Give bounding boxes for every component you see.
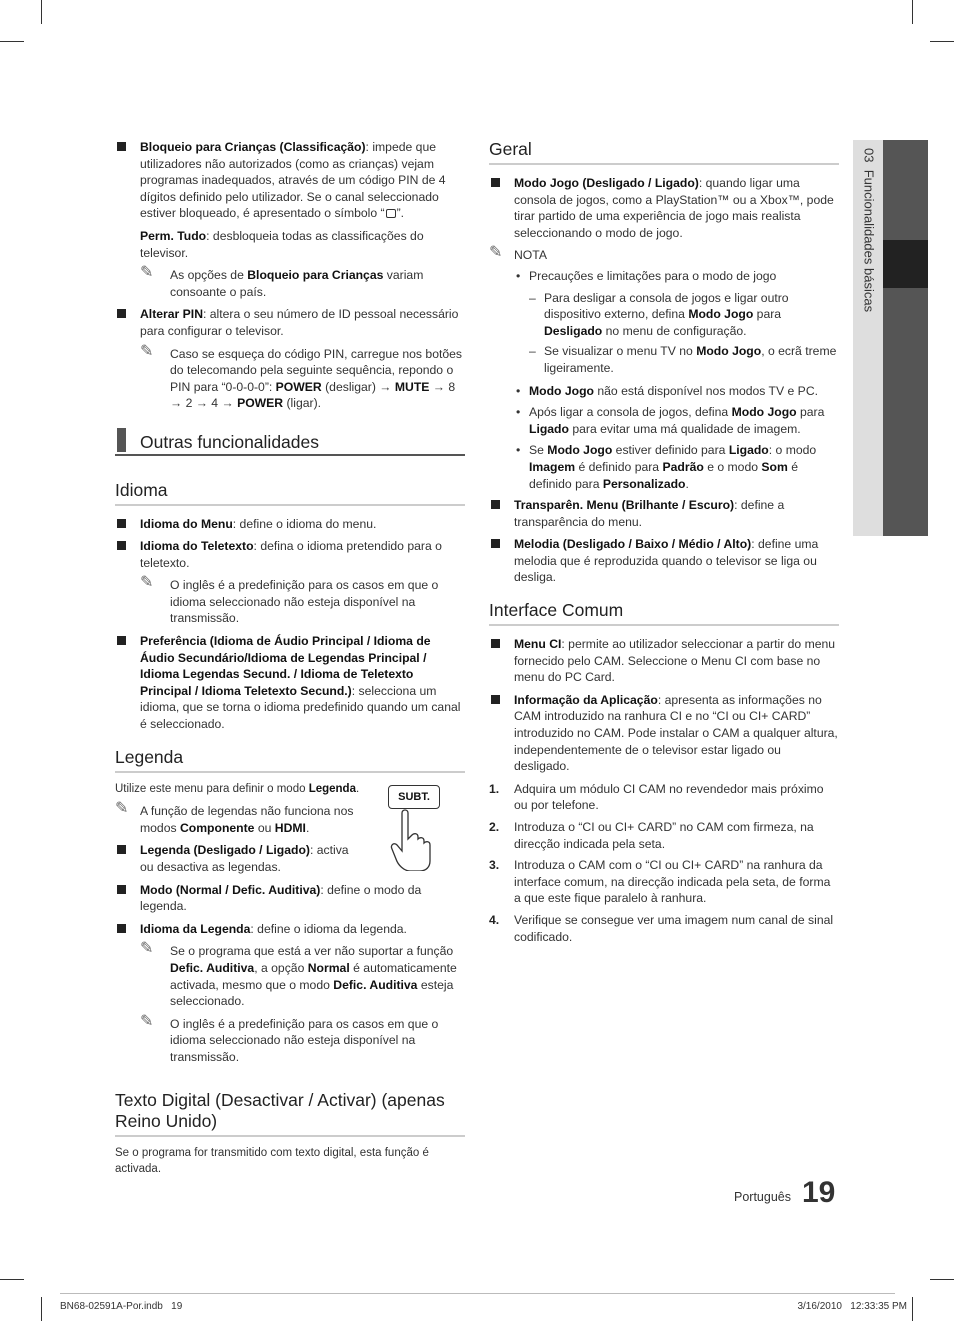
step-item: 1. Adquira um módulo CI CAM no revendedor mais próximo ou por telefone. xyxy=(489,781,824,813)
print-date: 3/16/2010 12:33:35 PM xyxy=(797,1301,907,1312)
bullet-item: • Após ligar a consola de jogos, defina Modo Jogo para Ligado para evitar uma má qualidade de imagem. xyxy=(516,405,825,436)
bullet-item: • Se Modo Jogo estiver definido para Ligado: o modo Imagem é definido para Padrão e o modo Som é definido para Personalizado. xyxy=(516,443,817,491)
list-item: Informação da Aplicação: apresenta as informações no CAM introduzido na ranhura CI e no “CI ou CI+ CARD” introduzido no CAM. Pode instalar o CAM a qualquer altura, independentemente de o televisor estar ligado ou desligado. xyxy=(489,692,839,775)
sidebar-marker xyxy=(883,240,928,288)
chapter-title: Funcionalidades básicas xyxy=(861,169,877,313)
section-title: Geral xyxy=(489,139,839,165)
hand-icon xyxy=(388,809,448,871)
sidebar-dark xyxy=(883,140,928,536)
right-column xyxy=(489,139,839,950)
pencil-icon: ✎ xyxy=(140,342,154,360)
list-item: Idioma do Menu: define o idioma do menu. xyxy=(115,516,465,533)
page-language: Português xyxy=(734,1190,791,1204)
note: ✎ As opções de Bloqueio para Crianças variam consoante o país. xyxy=(140,264,424,299)
sidebar-chapter-title xyxy=(860,148,877,312)
note: ✎ A função de legendas não funciona nos modos Componente ou HDMI. xyxy=(115,800,354,835)
lock-icon xyxy=(386,209,396,218)
dash-item: – Se visualizar o menu TV no Modo Jogo, o ecrã treme ligeiramente. xyxy=(529,344,837,375)
pencil-icon: ✎ xyxy=(140,1012,154,1030)
note: ✎ NOTA xyxy=(489,244,547,263)
crop-mark xyxy=(41,0,42,24)
list-item: Preferência (Idioma de Áudio Principal / Idioma de Áudio Secundário/Idioma de Legendas Principal / Idioma Legendas Secund. / Idioma de Teletexto Principal / Idioma Teletexto Secund.): selecciona um idioma, que se torna o idioma predefinido quando um canal é seleccionado. xyxy=(115,633,465,733)
pencil-icon: ✎ xyxy=(140,574,154,592)
step-item: 3. Introduza o CAM com o “CI ou CI+ CARD” na ranhura da interface comum, na direcção indicada pela seta, de forma a que este fique paralelo à ranhura. xyxy=(489,858,831,906)
subt-button: SUBT. xyxy=(388,785,440,809)
texto-digital-body: Se o programa for transmitido com texto digital, esta função é activada. xyxy=(115,1146,429,1176)
section-title: Texto Digital (Desactivar / Activar) (apenas Reino Unido) xyxy=(115,1090,465,1137)
subt-remote-illustration xyxy=(388,785,448,870)
step-item: 4. Verifique se consegue ver uma imagem num canal de sinal codificado. xyxy=(489,912,834,944)
crop-mark xyxy=(41,1297,42,1321)
print-file: BN68-02591A-Por.indb 19 xyxy=(60,1301,183,1312)
list-item: Melodia (Desligado / Baixo / Médio / Alto): define uma melodia que é reproduzida quando o televisor se liga ou desliga. xyxy=(489,536,839,586)
list-item: Transparên. Menu (Brilhante / Escuro): define a transparência do menu. xyxy=(489,497,839,530)
crop-mark xyxy=(912,0,913,24)
list-item: Idioma do Teletexto: defina o idioma pretendido para o teletexto. xyxy=(115,538,465,571)
crop-mark xyxy=(912,1297,913,1321)
list-item: Modo Jogo (Desligado / Ligado): quando ligar uma consola de jogos, como a PlayStation™ ou a Xbox™, pode tirar partido de uma experiência de jogo mais realista seleccionando o modo de jogo. xyxy=(489,175,839,241)
note: ✎ Se o programa que está a ver não suportar a função Defic. Auditiva, a opção Normal é automaticamente activada, mesmo que o modo Defic. Auditiva esteja seleccionado. xyxy=(140,940,457,1009)
dash-item: – Para desligar a consola de jogos e ligar outro dispositivo externo, defina Modo Jogo para Desligado no menu de configuração. xyxy=(529,290,789,338)
step-item: 2. Introduza o “CI ou CI+ CARD” no CAM com firmeza, na direcção indicada pela seta. xyxy=(489,820,814,851)
list-item: Bloqueio para Crianças (Classificação): impede que utilizadores não autorizados (como as crianças) vejam programas inadequados, através de um código PIN de 4 dígitos definido pelo utilizador. Se o canal seleccionado estiver bloqueado, é apresentado o símbolo “ ”. xyxy=(115,139,465,222)
page-number: 19 xyxy=(802,1176,836,1209)
section-title: Idioma xyxy=(115,480,465,506)
crop-mark xyxy=(0,41,24,42)
pencil-icon: ✎ xyxy=(115,800,129,818)
pencil-icon: ✎ xyxy=(140,264,154,282)
list-item: Modo (Normal / Defic. Auditiva): define o modo da legenda. xyxy=(115,882,465,915)
section-heading: Outras funcionalidades xyxy=(115,434,465,456)
crop-mark xyxy=(0,1279,24,1280)
bullet-item: • Modo Jogo não está disponível nos modos TV e PC. xyxy=(516,383,819,398)
legenda-intro: Utilize este menu para definir o modo Legenda. xyxy=(115,782,360,795)
print-footer-rule xyxy=(60,1293,895,1294)
list-item: Legenda (Desligado / Ligado): activa ou desactiva as legendas. xyxy=(115,842,355,875)
note: ✎ Caso se esqueça do código PIN, carregue nos botões do telecomando pela seguinte sequência, repondo o PIN para “0-0-0-0”: POWER (desligar) → MUTE → 8 → 2 → 4 → POWER (ligar). xyxy=(140,342,463,411)
bullet-item: • Precauções e limitações para o modo de jogo xyxy=(516,268,777,283)
crop-mark xyxy=(930,1279,954,1280)
section-title: Interface Comum xyxy=(489,600,839,626)
chapter-number: 03 xyxy=(861,148,877,163)
pencil-icon: ✎ xyxy=(489,244,503,262)
crop-mark xyxy=(930,41,954,42)
note: ✎ O inglês é a predefinição para os casos em que o idioma seleccionado não esteja disponível na transmissão. xyxy=(140,1012,439,1064)
note: ✎ O inglês é a predefinição para os casos em que o idioma seleccionado não esteja disponível na transmissão. xyxy=(140,574,439,626)
pencil-icon: ✎ xyxy=(140,940,154,958)
list-item: Idioma da Legenda: define o idioma da legenda. xyxy=(115,921,465,938)
list-item: Alterar PIN: altera o seu número de ID pessoal necessário para configurar o televisor. xyxy=(115,306,465,339)
left-column xyxy=(115,139,465,1178)
list-item: Menu CI: permite ao utilizador seleccionar a partir do menu fornecido pelo CAM. Seleccione o Menu CI com base no menu do PC Card. xyxy=(489,636,839,686)
section-title: Legenda xyxy=(115,747,465,773)
perm-tudo: Perm. Tudo: desbloqueia todas as classificações do televisor. xyxy=(140,228,424,260)
